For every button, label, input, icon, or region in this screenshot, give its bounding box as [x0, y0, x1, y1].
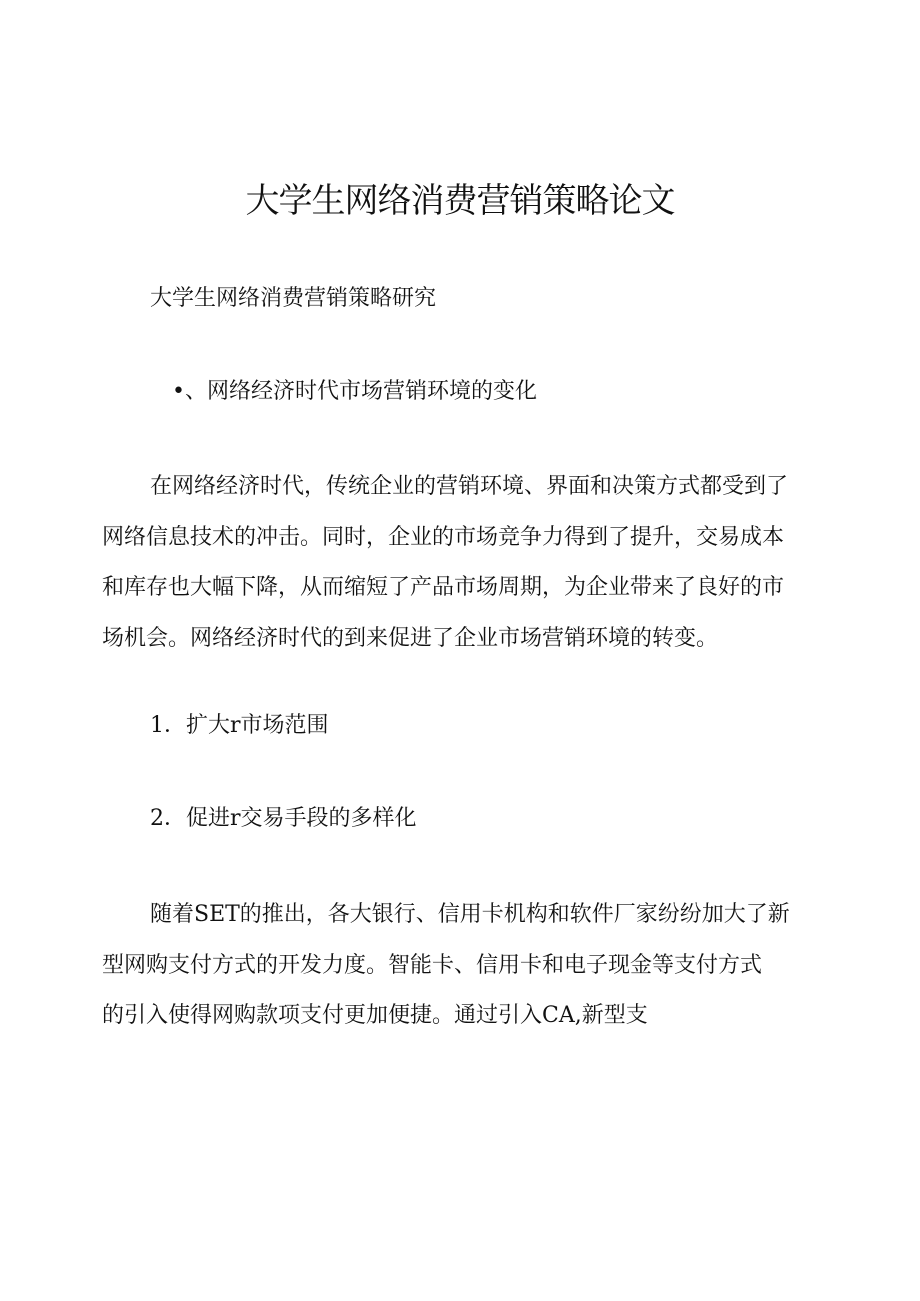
list-item-2: 2．促进r交易手段的多样化	[150, 806, 417, 831]
paragraph-1	[102, 462, 822, 664]
paragraph-1-line-4: 场机会。网络经济时代的到来促进了企业市场营销环境的转变。	[102, 625, 719, 651]
section-heading: •、网络经济时代市场营销环境的变化	[172, 379, 537, 404]
document-title: 大学生网络消费营销策略论文	[245, 181, 675, 221]
paragraph-2-line-3: 的引入使得网购款项支付更加便捷。通过引入CA,新型支	[102, 1003, 648, 1028]
document-subtitle: 大学生网络消费营销策略研究	[150, 286, 437, 311]
paragraph-1-line-1: 在网络经济时代，传统企业的营销环境、界面和决策方式都受到了	[150, 474, 789, 499]
paragraph-2-line-1: 随着SET的推出，各大银行、信用卡机构和软件厂家纷纷加大了新	[150, 902, 790, 927]
list-item-1: 1．扩大r市场范围	[150, 713, 329, 738]
paragraph-1-line-3: 和库存也大幅下降，从而缩短了产品市场周期，为企业带来了良好的市	[102, 575, 785, 600]
paragraph-2	[102, 890, 822, 1042]
paragraph-2-line-2: 型网购支付方式的开发力度。智能卡、信用卡和电子现金等支付方式	[102, 952, 763, 978]
paragraph-1-line-2: 网络信息技术的冲击。同时，企业的市场竞争力得到了提升，交易成本	[102, 524, 785, 550]
